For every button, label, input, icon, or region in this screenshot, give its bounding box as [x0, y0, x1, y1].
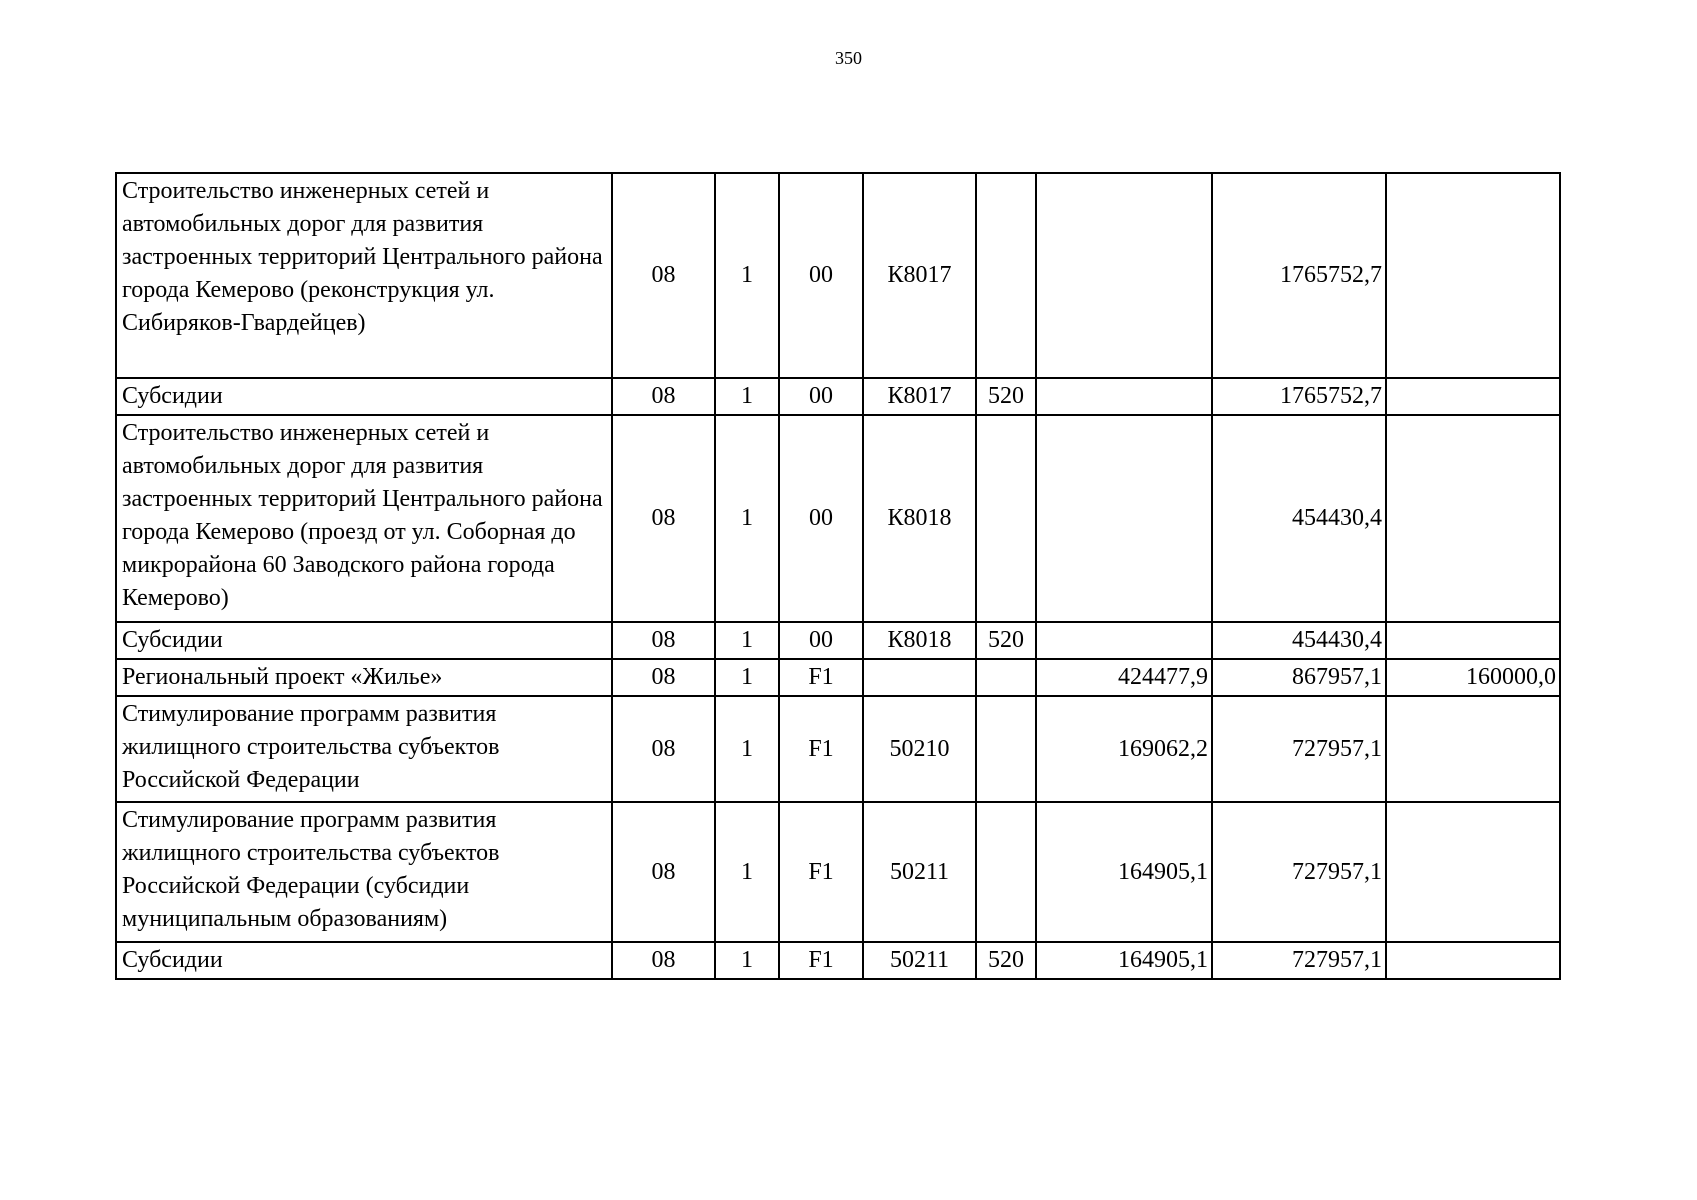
program-code: 1 [715, 415, 779, 622]
amount-2: 727957,1 [1212, 696, 1386, 802]
section-code: 08 [612, 659, 715, 696]
subprogram-code: F1 [779, 942, 863, 979]
table-row [116, 415, 1560, 622]
table-row [116, 378, 1560, 415]
expense-type-code [976, 659, 1036, 696]
section-code: 08 [612, 378, 715, 415]
amount-2: 454430,4 [1212, 415, 1386, 622]
table-row [116, 659, 1560, 696]
table-row [116, 696, 1560, 802]
subprogram-code: 00 [779, 415, 863, 622]
amount-2: 727957,1 [1212, 942, 1386, 979]
expense-type-code [976, 802, 1036, 942]
program-code: 1 [715, 659, 779, 696]
amount-1 [1036, 622, 1212, 659]
budget-table [115, 172, 1561, 980]
table-row [116, 622, 1560, 659]
direction-code: К8017 [863, 173, 976, 378]
subprogram-code: 00 [779, 378, 863, 415]
row-name: Субсидии [116, 378, 612, 415]
program-code: 1 [715, 173, 779, 378]
expense-type-code: 520 [976, 378, 1036, 415]
program-code: 1 [715, 802, 779, 942]
amount-1 [1036, 173, 1212, 378]
section-code: 08 [612, 802, 715, 942]
amount-3 [1386, 696, 1560, 802]
expense-type-code [976, 415, 1036, 622]
subprogram-code: 00 [779, 622, 863, 659]
row-name: Строительство инженерных сетей и автомобильных дорог для развития застроенных территорий Центрального района города Кемерово (проезд от ул. Соборная до микрорайона 60 Заводского района города Кемерово) [116, 415, 612, 622]
direction-code: К8018 [863, 622, 976, 659]
expense-type-code: 520 [976, 622, 1036, 659]
amount-2: 1765752,7 [1212, 173, 1386, 378]
amount-3 [1386, 942, 1560, 979]
table-row [116, 942, 1560, 979]
program-code: 1 [715, 378, 779, 415]
expense-type-code [976, 173, 1036, 378]
row-name: Субсидии [116, 942, 612, 979]
amount-1 [1036, 378, 1212, 415]
amount-1: 164905,1 [1036, 942, 1212, 979]
table-row [116, 802, 1560, 942]
amount-1: 169062,2 [1036, 696, 1212, 802]
amount-2: 867957,1 [1212, 659, 1386, 696]
direction-code [863, 659, 976, 696]
amount-2: 1765752,7 [1212, 378, 1386, 415]
direction-code: К8018 [863, 415, 976, 622]
section-code: 08 [612, 173, 715, 378]
section-code: 08 [612, 696, 715, 802]
direction-code: 50211 [863, 802, 976, 942]
amount-3 [1386, 415, 1560, 622]
page-number: 350 [835, 48, 862, 68]
row-name: Строительство инженерных сетей и автомобильных дорог для развития застроенных территорий Центрального района города Кемерово (реконструкция ул. Сибиряков-Гвардейцев) [116, 173, 612, 378]
subprogram-code: 00 [779, 173, 863, 378]
section-code: 08 [612, 622, 715, 659]
amount-2: 454430,4 [1212, 622, 1386, 659]
direction-code: 50210 [863, 696, 976, 802]
amount-2: 727957,1 [1212, 802, 1386, 942]
subprogram-code: F1 [779, 802, 863, 942]
program-code: 1 [715, 622, 779, 659]
amount-3 [1386, 173, 1560, 378]
amount-1: 424477,9 [1036, 659, 1212, 696]
table-row [116, 173, 1560, 378]
subprogram-code: F1 [779, 659, 863, 696]
program-code: 1 [715, 696, 779, 802]
row-name: Стимулирование программ развития жилищного строительства субъектов Российской Федерации (субсидии муниципальным образованиям) [116, 802, 612, 942]
expense-type-code: 520 [976, 942, 1036, 979]
direction-code: 50211 [863, 942, 976, 979]
amount-3 [1386, 802, 1560, 942]
amount-1: 164905,1 [1036, 802, 1212, 942]
program-code: 1 [715, 942, 779, 979]
subprogram-code: F1 [779, 696, 863, 802]
row-name: Субсидии [116, 622, 612, 659]
expense-type-code [976, 696, 1036, 802]
amount-3: 160000,0 [1386, 659, 1560, 696]
amount-3 [1386, 622, 1560, 659]
row-name: Региональный проект «Жилье» [116, 659, 612, 696]
direction-code: К8017 [863, 378, 976, 415]
amount-1 [1036, 415, 1212, 622]
section-code: 08 [612, 415, 715, 622]
amount-3 [1386, 378, 1560, 415]
row-name: Стимулирование программ развития жилищного строительства субъектов Российской Федерации [116, 696, 612, 802]
section-code: 08 [612, 942, 715, 979]
